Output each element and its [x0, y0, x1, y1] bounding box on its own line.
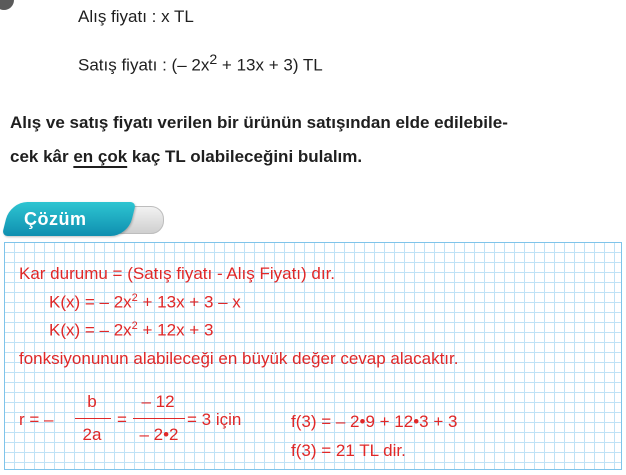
- fraction1-numerator: b: [87, 392, 97, 411]
- equals-sign: =: [117, 410, 127, 429]
- satis-suffix: + 13x + 3) TL: [217, 55, 323, 75]
- question-line-1: Alış ve satış fiyatı verilen bir ürünün satışından elde edilebile-: [10, 113, 508, 132]
- solution-fonksiyon-line: fonksiyonunun alabileceği en büyük değer cevap alacaktır.: [19, 349, 459, 368]
- k1-post: + 13x + 3 – x: [137, 292, 241, 312]
- cozum-banner: [6, 202, 166, 236]
- fraction2-numerator: – 12: [141, 392, 175, 411]
- k2-exponent: 2: [131, 320, 138, 332]
- solution-intro: Kar durumu = (Satış fiyatı - Alış Fiyatı) dır.: [19, 264, 336, 283]
- question-paragraph: [10, 106, 620, 174]
- fraction2-denominator: – 2•2: [139, 425, 179, 444]
- satis-exponent: 2: [209, 52, 218, 68]
- circle-marker-icon: [0, 0, 14, 10]
- k2-post: + 12x + 3: [137, 320, 214, 340]
- k2-pre: K(x) = – 2x: [49, 320, 132, 340]
- solution-box: [4, 242, 622, 470]
- satis-fiyati-line: [78, 53, 323, 74]
- k1-pre: K(x) = – 2x: [49, 292, 132, 312]
- r-prefix: r = –: [19, 410, 54, 429]
- solution-k1: [49, 293, 241, 311]
- fraction1-denominator: 2a: [82, 425, 102, 444]
- question-underlined: en çok: [73, 147, 128, 166]
- question-line-2-post: kaç TL olabileceğini bulalım.: [127, 147, 363, 166]
- solution-f3-result: f(3) = 21 TL dir.: [291, 441, 406, 460]
- fraction2-bar: [133, 418, 185, 419]
- k1-exponent: 2: [131, 292, 138, 304]
- alis-fiyati-line: Alış fiyatı : x TL: [78, 7, 194, 26]
- solution-k2: [49, 321, 213, 339]
- question-line-2-pre: cek kâr: [10, 147, 74, 166]
- cozum-label: Çözüm: [24, 209, 87, 229]
- fraction1-bar: [75, 418, 111, 419]
- r-suffix: = 3 için: [187, 410, 242, 429]
- solution-f3-calc: f(3) = – 2•9 + 12•3 + 3: [291, 412, 458, 431]
- satis-prefix: Satış fiyatı : (– 2x: [78, 55, 210, 75]
